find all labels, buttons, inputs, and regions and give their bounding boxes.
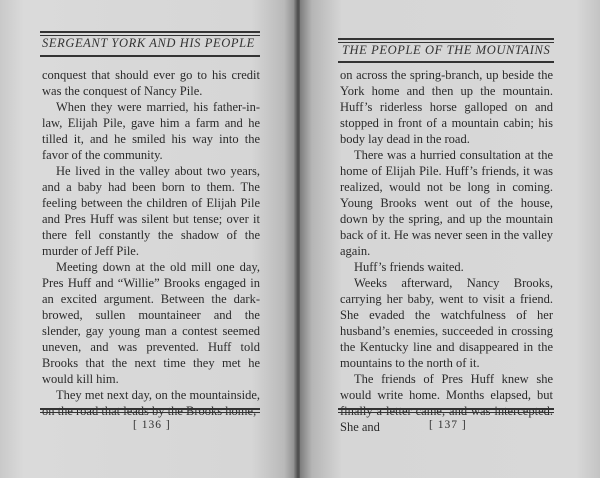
body-text bbox=[340, 67, 553, 435]
right-page bbox=[300, 0, 600, 478]
paragraph: Huff’s friends waited. bbox=[354, 260, 464, 274]
body-text bbox=[42, 67, 260, 419]
paragraph: He lived in the valley about two years, and a baby had been born to them. The feeling between the children of Elijah Pile and Pres Huff was silent but tense; over it there fell constantly the shadow of the murder of Jeff Pile. bbox=[42, 164, 260, 258]
running-head: SERGEANT YORK AND HIS PEOPLE bbox=[42, 36, 255, 50]
paragraph: on across the spring-branch, up beside the York home and then up the mountain. Huff’s riderless horse galloped on and stopped in front of a mountain cabin; his body lay dead in the road. bbox=[340, 68, 553, 146]
paragraph: When they were married, his father-in-law, Elijah Pile, gave him a farm and he tilled it, and he smiled his way into the favor of the community. bbox=[42, 100, 260, 162]
page-number: [ 136 ] bbox=[133, 419, 171, 431]
head-rule-bottom bbox=[338, 61, 554, 63]
left-page bbox=[0, 0, 296, 478]
paragraph: Weeks afterward, Nancy Brooks, carrying her baby, went to visit a friend. She evaded the watchfulness of her husband’s enemies, succeeded in crossing the Kentucky line and disappeared in the mountains to the north of it. bbox=[340, 276, 553, 370]
foot-rule-top bbox=[338, 408, 554, 410]
foot-rule-top-thin bbox=[338, 412, 554, 413]
foot-rule-top-thin bbox=[40, 412, 260, 413]
page-number: [ 137 ] bbox=[429, 419, 467, 431]
paragraph: They met next day, on the mountainside, on the road that leads by the Brooks home, bbox=[42, 388, 260, 418]
foot-rule-top bbox=[40, 408, 260, 410]
head-rule-top bbox=[40, 31, 260, 33]
paragraph: There was a hurried consultation at the home of Elijah Pile. Huff’s friends, it was realized, would not be long in coming. Young Brooks went out of the house, down by the spring, and up the mountain back of it. He was never seen in the valley again. bbox=[340, 148, 553, 258]
paragraph: Meeting down at the old mill one day, Pres Huff and “Willie” Brooks engaged in an excited argument. Between the dark-browed, sullen mountaineer and the slender, gay young man a contest seemed uneven, and was prevented. Huff told Brooks that the next time they met he would kill him. bbox=[42, 260, 260, 386]
paragraph: conquest that should ever go to his credit was the conquest of Nancy Pile. bbox=[42, 68, 260, 98]
paragraph: The friends of Pres Huff knew she would write home. Months elapsed, but finally a letter came, and was intercepted. She and bbox=[340, 372, 553, 434]
head-rule-bottom bbox=[40, 55, 260, 57]
running-head: THE PEOPLE OF THE MOUNTAINS bbox=[342, 43, 551, 57]
head-rule-top bbox=[338, 38, 554, 40]
